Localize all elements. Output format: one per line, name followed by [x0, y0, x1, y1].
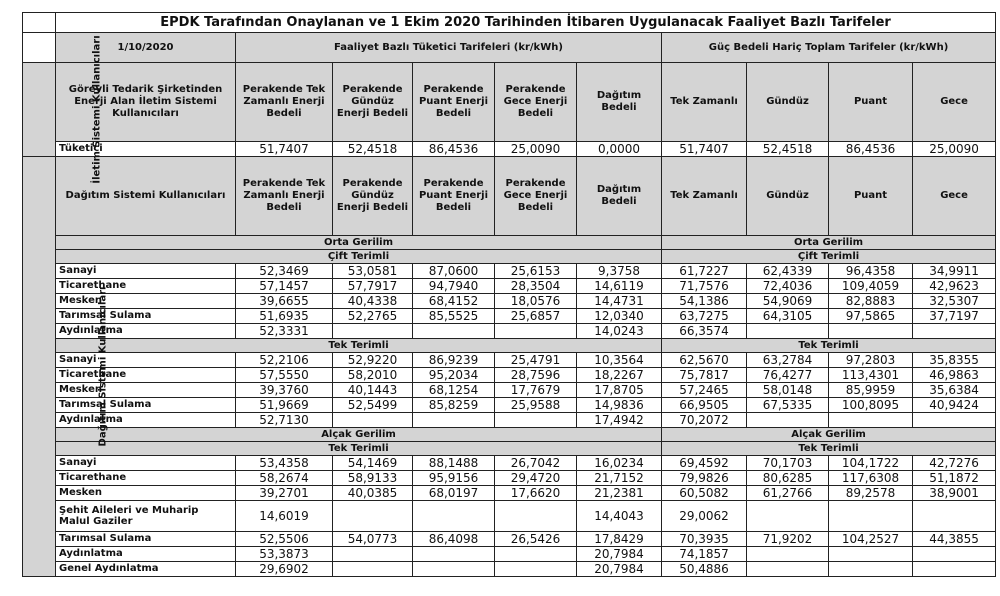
- row-label: Ticarethane: [56, 368, 236, 383]
- cell: [333, 413, 413, 428]
- section-row: [23, 442, 996, 456]
- row-label: Aydınlatma: [56, 547, 236, 562]
- table-row: [23, 486, 996, 501]
- row-label: Sanayi: [56, 264, 236, 279]
- cell: 88,1488: [413, 456, 495, 471]
- cell: 63,2784: [747, 353, 829, 368]
- col-header: Dağıtım Bedeli: [577, 157, 662, 236]
- cell: 28,7596: [495, 368, 577, 383]
- section-row: [23, 236, 996, 250]
- section-cift-terimli-right: Çift Terimli: [662, 250, 996, 264]
- cell: 52,5506: [236, 532, 333, 547]
- col-header: Perakende Tek Zamanlı Enerji Bedeli: [236, 157, 333, 236]
- row-label: Aydınlatma: [56, 324, 236, 339]
- cell: [747, 562, 829, 577]
- cell: 62,5670: [662, 353, 747, 368]
- cell: 109,4059: [829, 279, 913, 294]
- cell: 96,4358: [829, 264, 913, 279]
- cell: 54,9069: [747, 294, 829, 309]
- table-row: [23, 383, 996, 398]
- cell: 32,5307: [913, 294, 996, 309]
- row-label: Tarımsal Sulama: [56, 309, 236, 324]
- cell: 68,4152: [413, 294, 495, 309]
- cell: 80,6285: [747, 471, 829, 486]
- cell: 14,0243: [577, 324, 662, 339]
- cell: [495, 413, 577, 428]
- row-label: Aydınlatma: [56, 413, 236, 428]
- cell: [413, 413, 495, 428]
- cell: 38,9001: [913, 486, 996, 501]
- cell: 29,6902: [236, 562, 333, 577]
- cell: [495, 547, 577, 562]
- cell: 100,8095: [829, 398, 913, 413]
- col-header: Perakende Puant Enerji Bedeli: [413, 63, 495, 142]
- cell: 85,5525: [413, 309, 495, 324]
- date-label: 1/10/2020: [56, 33, 236, 63]
- section-alcak-gerilim-right: Alçak Gerilim: [662, 428, 996, 442]
- row-label: Mesken: [56, 294, 236, 309]
- cell: 52,4518: [333, 142, 413, 157]
- cell: 12,0340: [577, 309, 662, 324]
- cell: 97,2803: [829, 353, 913, 368]
- cell: 70,3935: [662, 532, 747, 547]
- cell: 52,4518: [747, 142, 829, 157]
- cell: 61,7227: [662, 264, 747, 279]
- cell: 14,6119: [577, 279, 662, 294]
- col-header: Puant: [829, 157, 913, 236]
- row-label: Sanayi: [56, 353, 236, 368]
- section-tek-terimli-og: Tek Terimli: [56, 339, 662, 353]
- cell: 104,2527: [829, 532, 913, 547]
- cell: 62,4339: [747, 264, 829, 279]
- cell: 63,7275: [662, 309, 747, 324]
- cell: [413, 324, 495, 339]
- section-row: [23, 339, 996, 353]
- group-left-header: Faaliyet Bazlı Tüketici Tarifeleri (kr/kWh): [236, 33, 662, 63]
- col-header: Gündüz: [747, 157, 829, 236]
- cell: 69,4592: [662, 456, 747, 471]
- dagitim-side-label: Dağıtım Sistemi Kullanıcıları: [23, 157, 56, 577]
- table-row: [23, 547, 996, 562]
- cell: 39,3760: [236, 383, 333, 398]
- cell: 52,7130: [236, 413, 333, 428]
- cell: 52,3331: [236, 324, 333, 339]
- cell: 71,7576: [662, 279, 747, 294]
- cell: 21,2381: [577, 486, 662, 501]
- tariff-table: [22, 12, 996, 577]
- cell: 40,1443: [333, 383, 413, 398]
- cell: 70,1703: [747, 456, 829, 471]
- cell: 53,3873: [236, 547, 333, 562]
- dagitim-header-row: [23, 157, 996, 236]
- row-label: Tarımsal Sulama: [56, 532, 236, 547]
- col-header: Perakende Gece Enerji Bedeli: [495, 63, 577, 142]
- cell: [913, 413, 996, 428]
- cell: 117,6308: [829, 471, 913, 486]
- col-header: Puant: [829, 63, 913, 142]
- table-row: [23, 456, 996, 471]
- cell: 54,1469: [333, 456, 413, 471]
- cell: 51,1872: [913, 471, 996, 486]
- cell: 57,7917: [333, 279, 413, 294]
- table-row: [23, 264, 996, 279]
- cell: 17,4942: [577, 413, 662, 428]
- table-row: [23, 324, 996, 339]
- cell: 17,8705: [577, 383, 662, 398]
- section-alcak-gerilim: Alçak Gerilim: [56, 428, 662, 442]
- section-orta-gerilim-right: Orta Gerilim: [662, 236, 996, 250]
- table-row: [23, 413, 996, 428]
- cell: 52,5499: [333, 398, 413, 413]
- cell: 35,6384: [913, 383, 996, 398]
- section-row: [23, 428, 996, 442]
- cell: 60,5082: [662, 486, 747, 501]
- cell: 39,6655: [236, 294, 333, 309]
- cell: [913, 324, 996, 339]
- cell: 104,1722: [829, 456, 913, 471]
- cell: [747, 547, 829, 562]
- row-label: Tarımsal Sulama: [56, 398, 236, 413]
- group-right-header: Güç Bedeli Hariç Toplam Tarifeler (kr/kWh): [662, 33, 996, 63]
- cell: [747, 501, 829, 532]
- cell: 54,0773: [333, 532, 413, 547]
- cell: 18,2267: [577, 368, 662, 383]
- cell: 67,5335: [747, 398, 829, 413]
- cell: 25,0090: [913, 142, 996, 157]
- cell: 58,0148: [747, 383, 829, 398]
- section-tek-terimli-ag: Tek Terimli: [56, 442, 662, 456]
- section-tek-terimli-og-right: Tek Terimli: [662, 339, 996, 353]
- col-header: Dağıtım Bedeli: [577, 63, 662, 142]
- section-cift-terimli: Çift Terimli: [56, 250, 662, 264]
- cell: 86,9239: [413, 353, 495, 368]
- col-header: Tek Zamanlı: [662, 157, 747, 236]
- cell: 86,4098: [413, 532, 495, 547]
- table-row: [23, 142, 996, 157]
- cell: 61,2766: [747, 486, 829, 501]
- cell: 58,2010: [333, 368, 413, 383]
- cell: 25,0090: [495, 142, 577, 157]
- cell: 0,0000: [577, 142, 662, 157]
- cell: 57,2465: [662, 383, 747, 398]
- dagitim-category-header: Dağıtım Sistemi Kullanıcıları: [56, 157, 236, 236]
- cell: 34,9911: [913, 264, 996, 279]
- cell: [829, 562, 913, 577]
- table-row: [23, 562, 996, 577]
- cell: [829, 547, 913, 562]
- cell: 76,4277: [747, 368, 829, 383]
- iletim-side-label: İletim Sistemi Kullanıcıları: [23, 63, 56, 157]
- cell: [829, 413, 913, 428]
- cell: 29,0062: [662, 501, 747, 532]
- cell: [333, 547, 413, 562]
- cell: 87,0600: [413, 264, 495, 279]
- cell: 86,4536: [829, 142, 913, 157]
- table-row: [23, 368, 996, 383]
- cell: 42,7276: [913, 456, 996, 471]
- row-label: Tüketici: [56, 142, 236, 157]
- cell: 17,7679: [495, 383, 577, 398]
- cell: [333, 562, 413, 577]
- col-header: Perakende Tek Zamanlı Enerji Bedeli: [236, 63, 333, 142]
- cell: 14,4043: [577, 501, 662, 532]
- cell: 20,7984: [577, 562, 662, 577]
- cell: 21,7152: [577, 471, 662, 486]
- cell: 40,0385: [333, 486, 413, 501]
- cell: 57,1457: [236, 279, 333, 294]
- col-header: Perakende Gündüz Enerji Bedeli: [333, 63, 413, 142]
- cell: 68,1254: [413, 383, 495, 398]
- cell: 85,8259: [413, 398, 495, 413]
- cell: 40,4338: [333, 294, 413, 309]
- cell: [829, 501, 913, 532]
- row-label: Sanayi: [56, 456, 236, 471]
- section-orta-gerilim: Orta Gerilim: [56, 236, 662, 250]
- cell: 66,9505: [662, 398, 747, 413]
- cell: [495, 501, 577, 532]
- table-row: [23, 398, 996, 413]
- cell: 26,5426: [495, 532, 577, 547]
- cell: 51,7407: [662, 142, 747, 157]
- cell: 97,5865: [829, 309, 913, 324]
- cell: 52,3469: [236, 264, 333, 279]
- section-tek-terimli-ag-right: Tek Terimli: [662, 442, 996, 456]
- cell: 40,9424: [913, 398, 996, 413]
- cell: 58,2674: [236, 471, 333, 486]
- page-title: EPDK Tarafından Onaylanan ve 1 Ekim 2020 Tarihinden İtibaren Uygulanacak Faaliyet Bazlı Tarifeler: [56, 13, 996, 33]
- cell: 52,2106: [236, 353, 333, 368]
- cell: [747, 324, 829, 339]
- cell: 113,4301: [829, 368, 913, 383]
- cell: 26,7042: [495, 456, 577, 471]
- cell: 74,1857: [662, 547, 747, 562]
- cell: 95,9156: [413, 471, 495, 486]
- cell: 75,7817: [662, 368, 747, 383]
- cell: 25,6153: [495, 264, 577, 279]
- col-header: Gündüz: [747, 63, 829, 142]
- cell: [413, 501, 495, 532]
- cell: 52,2765: [333, 309, 413, 324]
- cell: 54,1386: [662, 294, 747, 309]
- cell: 82,8883: [829, 294, 913, 309]
- cell: 46,9863: [913, 368, 996, 383]
- cell: 18,0576: [495, 294, 577, 309]
- table-row: [23, 471, 996, 486]
- cell: [829, 324, 913, 339]
- col-header: Gece: [913, 157, 996, 236]
- cell: 25,6857: [495, 309, 577, 324]
- cell: 51,7407: [236, 142, 333, 157]
- cell: 95,2034: [413, 368, 495, 383]
- cell: 44,3855: [913, 532, 996, 547]
- cell: [413, 562, 495, 577]
- cell: 17,6620: [495, 486, 577, 501]
- cell: 25,4791: [495, 353, 577, 368]
- cell: [747, 413, 829, 428]
- cell: 53,0581: [333, 264, 413, 279]
- cell: 94,7940: [413, 279, 495, 294]
- cell: [495, 562, 577, 577]
- col-header: Perakende Gece Enerji Bedeli: [495, 157, 577, 236]
- cell: 14,9836: [577, 398, 662, 413]
- row-label: Mesken: [56, 486, 236, 501]
- table-row: [23, 309, 996, 324]
- cell: 66,3574: [662, 324, 747, 339]
- row-label: Mesken: [56, 383, 236, 398]
- col-header: Gece: [913, 63, 996, 142]
- col-header: Perakende Gündüz Enerji Bedeli: [333, 157, 413, 236]
- table-row: [23, 532, 996, 547]
- table-row: [23, 353, 996, 368]
- cell: [913, 562, 996, 577]
- cell: [333, 501, 413, 532]
- cell: 86,4536: [413, 142, 495, 157]
- cell: 37,7197: [913, 309, 996, 324]
- cell: 64,3105: [747, 309, 829, 324]
- row-label: Şehit Aileleri ve Muharip Malul Gaziler: [56, 501, 236, 532]
- cell: 20,7984: [577, 547, 662, 562]
- cell: 89,2578: [829, 486, 913, 501]
- table-row: [23, 294, 996, 309]
- cell: 10,3564: [577, 353, 662, 368]
- table-row: [23, 501, 996, 532]
- cell: 14,6019: [236, 501, 333, 532]
- cell: 29,4720: [495, 471, 577, 486]
- iletim-category-header: Görevli Tedarik Şirketinden Enerji Alan İletim Sistemi Kullanıcıları: [56, 63, 236, 142]
- cell: [913, 547, 996, 562]
- iletim-header-row: [23, 63, 996, 142]
- cell: [413, 547, 495, 562]
- cell: 28,3504: [495, 279, 577, 294]
- cell: 52,9220: [333, 353, 413, 368]
- cell: 68,0197: [413, 486, 495, 501]
- cell: 72,4036: [747, 279, 829, 294]
- cell: 35,8355: [913, 353, 996, 368]
- cell: [913, 501, 996, 532]
- table-row: [23, 279, 996, 294]
- cell: 51,6935: [236, 309, 333, 324]
- row-label: Genel Aydınlatma: [56, 562, 236, 577]
- cell: 16,0234: [577, 456, 662, 471]
- cell: [333, 324, 413, 339]
- cell: 42,9623: [913, 279, 996, 294]
- cell: 57,5550: [236, 368, 333, 383]
- col-header: Perakende Puant Enerji Bedeli: [413, 157, 495, 236]
- cell: 50,4886: [662, 562, 747, 577]
- cell: 58,9133: [333, 471, 413, 486]
- cell: 51,9669: [236, 398, 333, 413]
- cell: 39,2701: [236, 486, 333, 501]
- cell: 9,3758: [577, 264, 662, 279]
- cell: 70,2072: [662, 413, 747, 428]
- section-row: [23, 250, 996, 264]
- cell: 17,8429: [577, 532, 662, 547]
- cell: 79,9826: [662, 471, 747, 486]
- cell: 85,9959: [829, 383, 913, 398]
- cell: 14,4731: [577, 294, 662, 309]
- row-label: Ticarethane: [56, 471, 236, 486]
- cell: [495, 324, 577, 339]
- cell: 53,4358: [236, 456, 333, 471]
- col-header: Tek Zamanlı: [662, 63, 747, 142]
- row-label: Ticarethane: [56, 279, 236, 294]
- cell: 71,9202: [747, 532, 829, 547]
- cell: 25,9588: [495, 398, 577, 413]
